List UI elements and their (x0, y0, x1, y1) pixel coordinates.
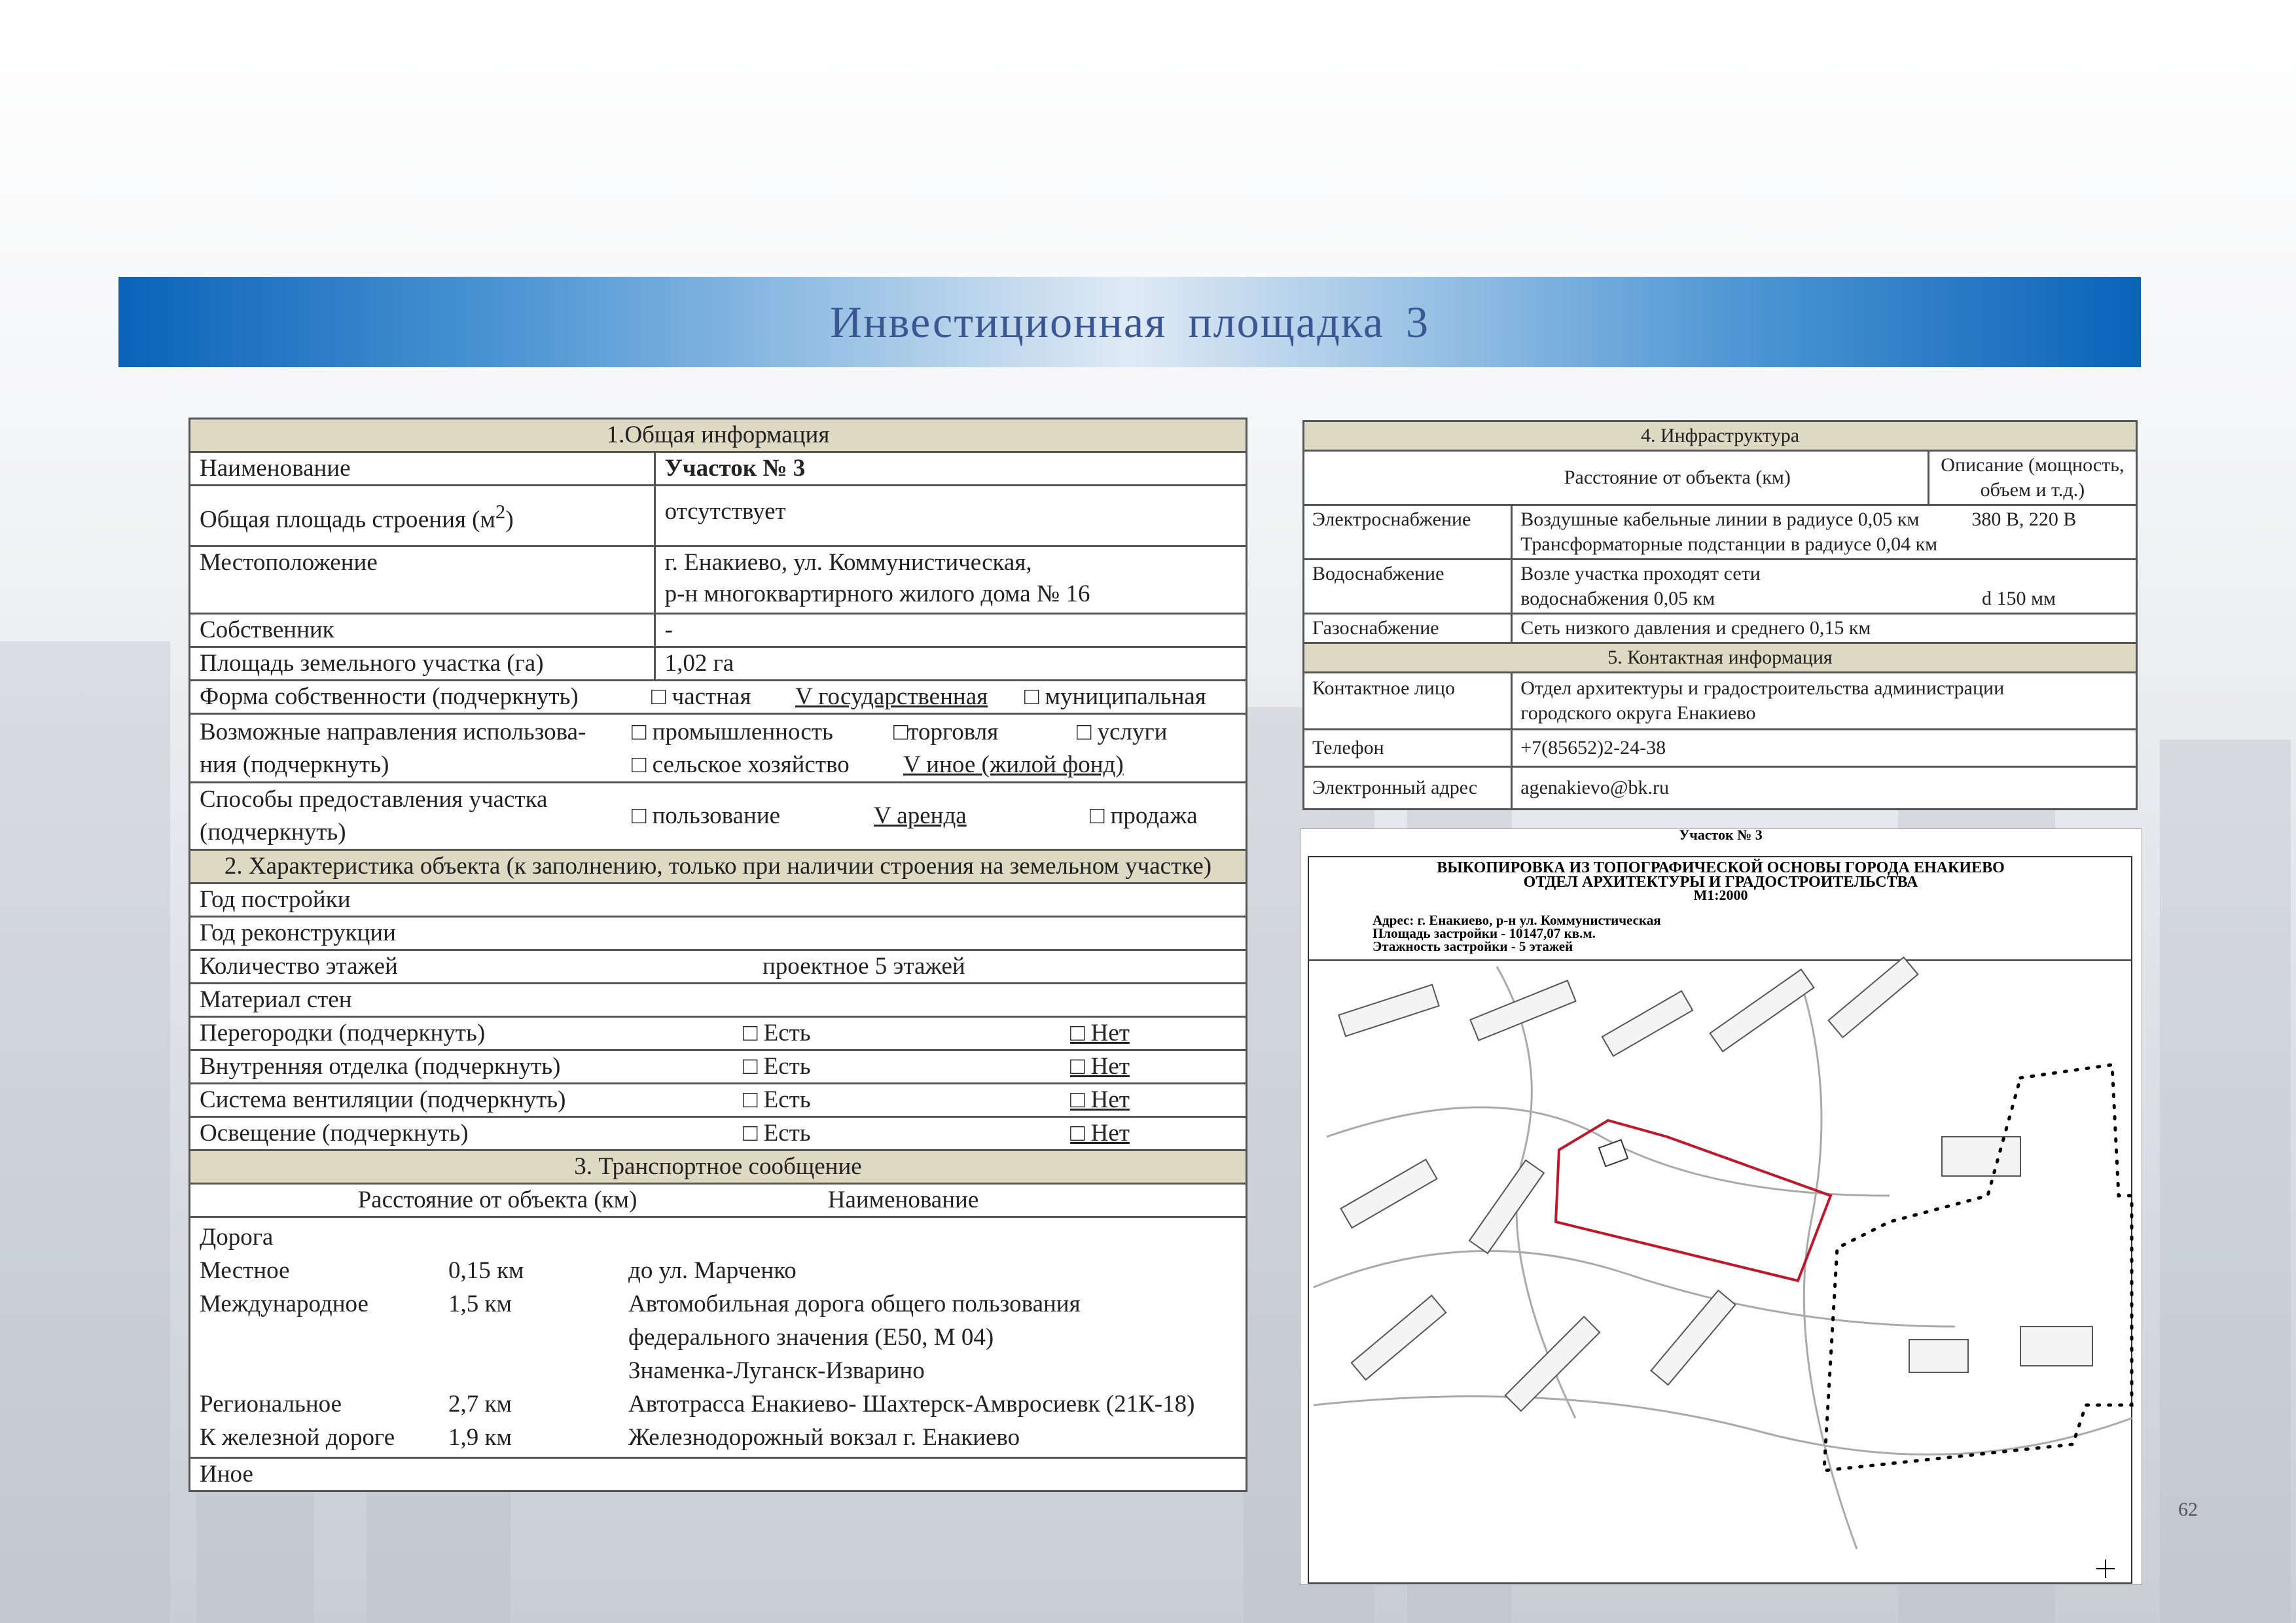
owner-value: - (655, 614, 1246, 647)
map-title-1: ВЫКОПИРОВКА ИЗ ТОПОГРАФИЧЕСКОЙ ОСНОВЫ ГОРОДА ЕНАКИЕВО (1437, 859, 2005, 876)
year-recon-row: Год реконструкции (190, 917, 1247, 950)
gas-label: Газоснабжение (1304, 614, 1512, 643)
ownership-state: V государственная (795, 683, 988, 711)
map-drawing (1300, 829, 2142, 1584)
lighting-row: Освещение (подчеркнуть) □ Есть □ Нет (190, 1117, 1247, 1150)
transport-columns: Расстояние от объекта (км) Наименование (190, 1184, 1247, 1217)
water-label: Водоснабжение (1304, 560, 1512, 614)
provision-row: Способы предоставления участка (подчеркнуть) □ пользование V аренда □ продажа (190, 783, 1247, 850)
section-characteristics-header: 2. Характеристика объекта (к заполнению, только при наличии строения на земельном участке) (190, 850, 1247, 883)
infra-col-desc: Описание (мощность, объем и т.д.) (1928, 451, 2136, 505)
area-label: Общая площадь строения $(м^2)$ (190, 486, 655, 546)
section-contact-header: 5. Контактная информация (1304, 643, 2137, 673)
site-info-table (188, 418, 1247, 1492)
other-row: Иное (190, 1458, 1247, 1491)
page-title: Инвестиционная площадка 3 (829, 296, 1430, 347)
year-built-row: Год постройки (190, 883, 1247, 917)
elec-label: Электроснабжение (1304, 505, 1512, 560)
partitions-row: Перегородки (подчеркнуть) □ Есть □ Нет (190, 1017, 1247, 1050)
map-title-3: М1:2000 (1693, 887, 1748, 903)
person-label: Контактное лицо (1304, 673, 1512, 730)
name-label: Наименование (190, 452, 655, 486)
gas-value: Сеть низкого давления и среднего 0,15 км (1512, 614, 2137, 643)
location-value: г. Енакиево, ул. Коммунистическая, р-н многоквартирного жилого дома № 16 (655, 546, 1246, 614)
water-value: Возле участка проходят сети водоснабжения 0,05 км d 150 мм (1512, 560, 2137, 614)
finishing-row: Внутренняя отделка (подчеркнуть) □ Есть □ Нет (190, 1050, 1247, 1084)
email-value: agenakievo@bk.ru (1512, 767, 2137, 810)
map-address: Адрес: г. Енакиево, р-н ул. Коммунистическая (1372, 912, 1661, 928)
site-map (1300, 829, 2142, 1585)
ownership-private: □ частная (651, 683, 751, 711)
walls-row: Материал стен (190, 984, 1247, 1017)
land-area-label: Площадь земельного участка (га) (190, 647, 655, 681)
ventilation-row: Система вентиляции (подчеркнуть) □ Есть □ Нет (190, 1084, 1247, 1117)
page-number: 62 (2178, 1499, 2198, 1520)
map-title-2: ОТДЕЛ АРХИТЕКТУРЫ И ГРАДОСТРОИТЕЛЬСТВА (1523, 874, 1918, 891)
map-caption: Участок № 3 (1679, 829, 1763, 843)
location-label: Местоположение (190, 546, 655, 614)
ownership-municipal: □ муниципальная (1024, 683, 1206, 711)
infra-col-dist: Расстояние от объекта (км) (1304, 451, 1929, 505)
map-area: Площадь застройки - 10147,07 кв.м. (1372, 925, 1596, 941)
elec-value: Воздушные кабельные линии в радиусе 0,05 км 380 В, 220 В Трансформаторные подстанции в радиусе 0,04 км (1512, 505, 2137, 560)
infra-contact-table (1302, 420, 2138, 810)
map-floors: Этажность застройки - 5 этажей (1372, 938, 1573, 954)
section-transport-header: 3. Транспортное сообщение (190, 1150, 1247, 1184)
section-infra-header: 4. Инфраструктура (1304, 421, 2137, 451)
phone-value: +7(85652)2-24-38 (1512, 730, 2137, 767)
email-label: Электронный адрес (1304, 767, 1512, 810)
title-banner (118, 277, 2141, 367)
name-value: Участок № 3 (655, 452, 1246, 486)
ownership-row: Форма собственности (подчеркнуть) □ частная V государственная □ муниципальная (190, 681, 1247, 714)
person-value: Отдел архитектуры и градостроительства администрации городского округа Енакиево (1512, 673, 2137, 730)
owner-label: Собственник (190, 614, 655, 647)
floors-row: Количество этажей проектное 5 этажей (190, 950, 1247, 984)
land-area-value: 1,02 га (655, 647, 1246, 681)
section-general-header: 1.Общая информация (190, 419, 1247, 452)
phone-label: Телефон (1304, 730, 1512, 767)
area-value: отсутствует (655, 486, 1246, 546)
usage-row: Возможные направления использова- ния (подчеркнуть) □ промышленность □торговля □ услуги □ сельское хозяйство V иное (жилой фонд) (190, 714, 1247, 783)
transport-body: Дорога Местное 0,15 км до ул. Марченко Международное 1,5 км Автомобильная дорога общего пользования федерального значения (Е50, М 04) Знаменка-Луганск-Изварино Региональное 2,7 км Автотрасса Енакиево- Шахтерск-Амвросиевк (21К-18) К железной дороге 1,9 км Железнодорожный вокзал г. Енакиево (190, 1217, 1247, 1458)
